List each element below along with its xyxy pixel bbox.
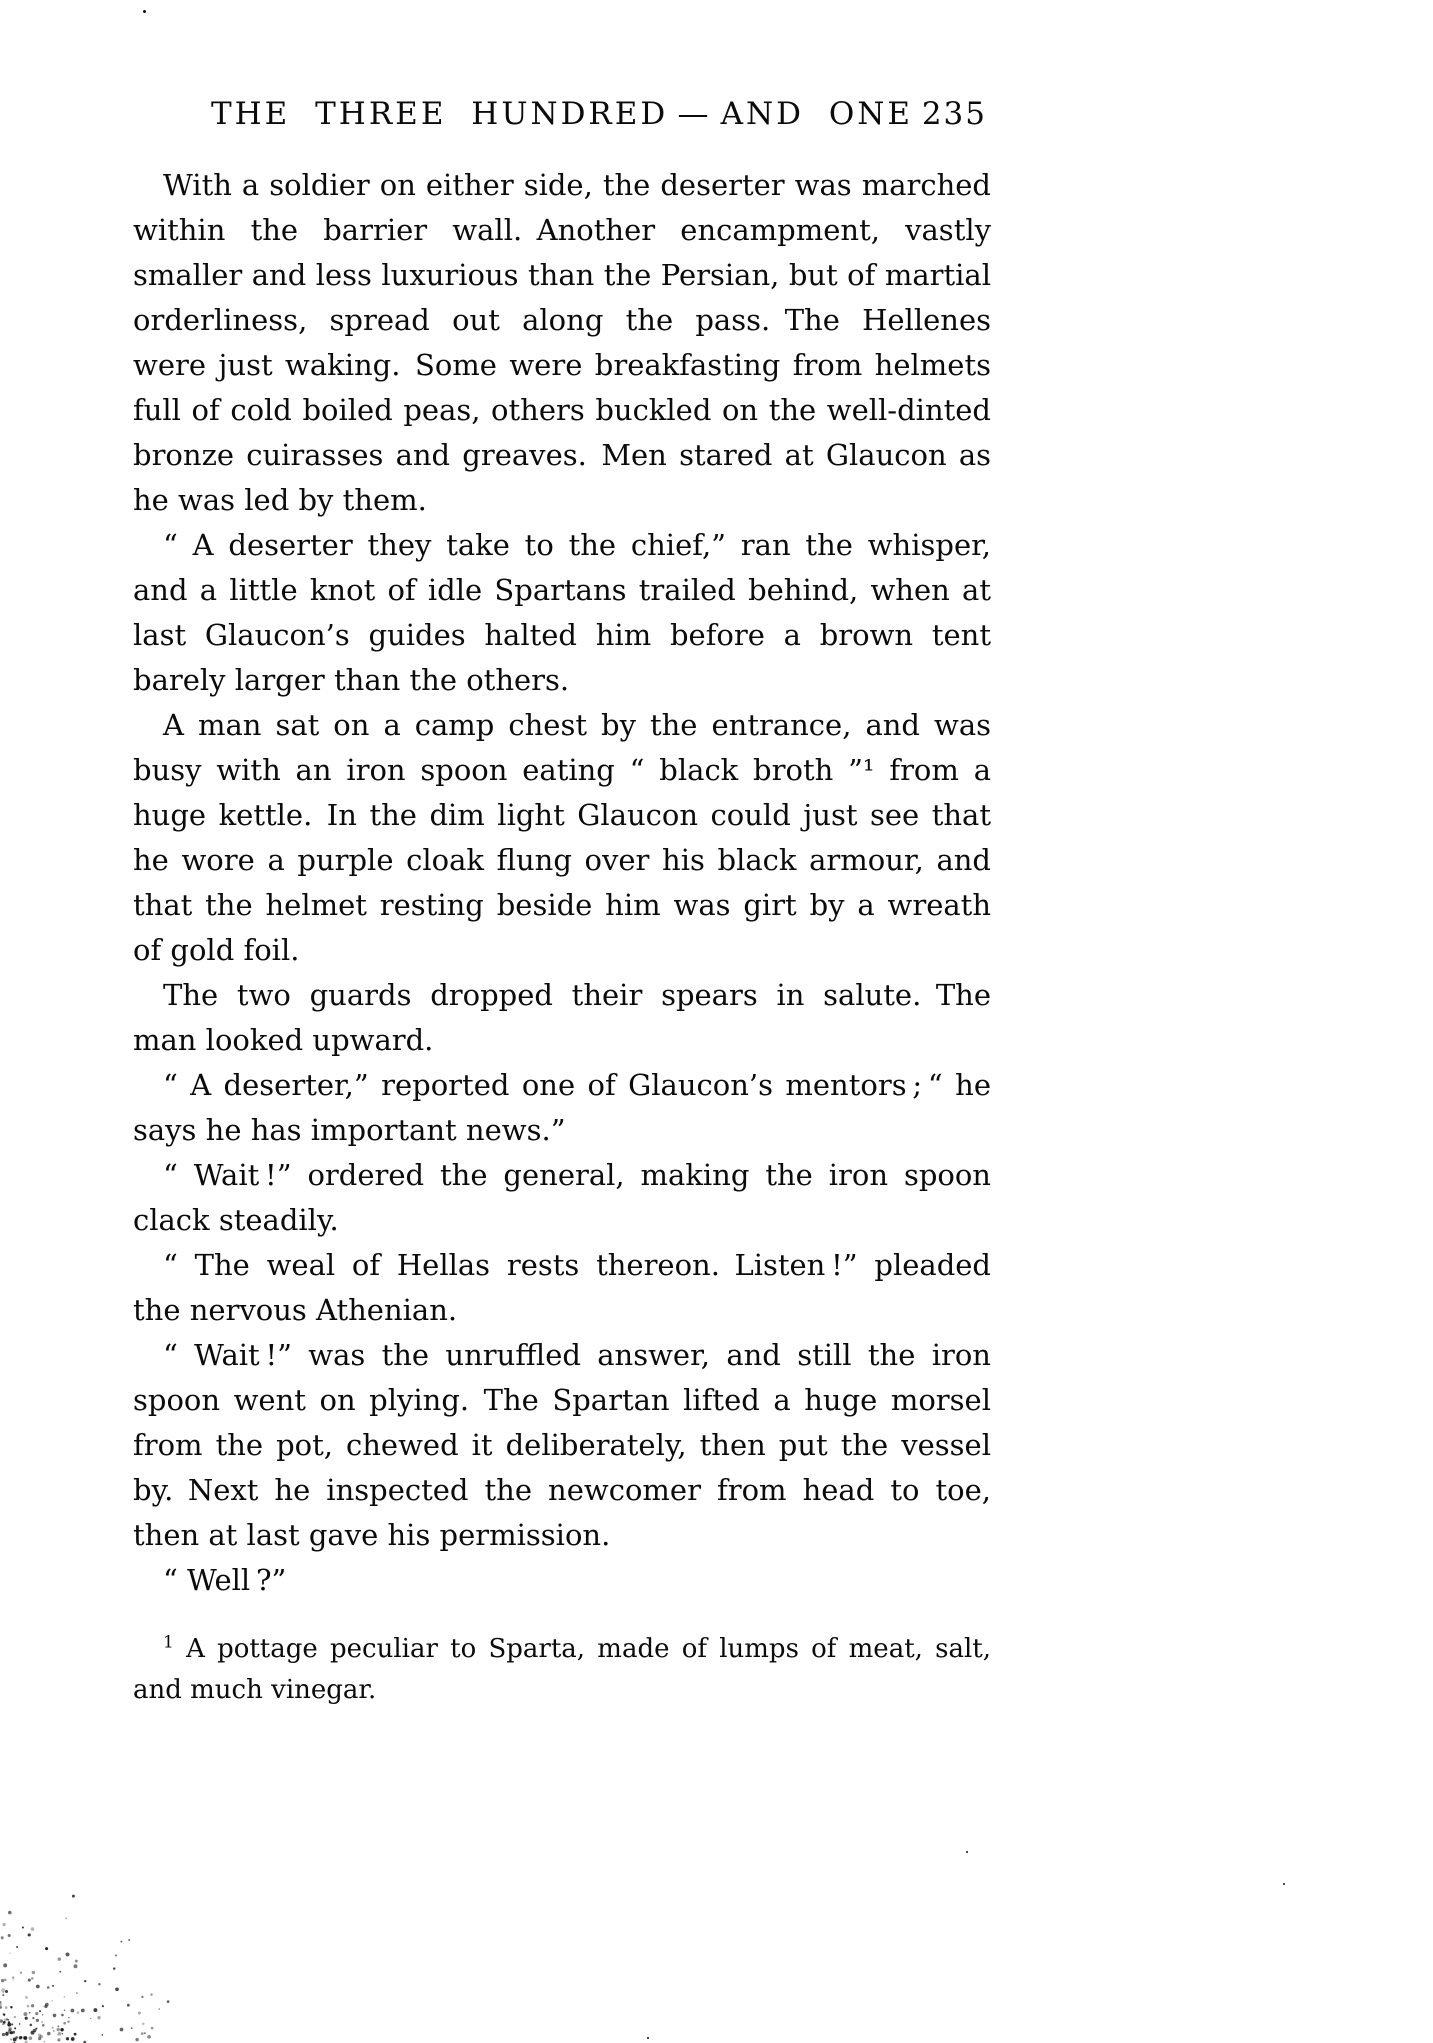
scan-speck — [143, 10, 146, 13]
scan-noise-patch — [0, 1883, 200, 2043]
paragraph: “ Wait !” was the unruffled answer, and still the iron spoon went on plying. The Spartan lifted a huge morsel from the pot, chewed it deliberately, then put the vessel by. Next he inspected the newcomer from head to toe, then at last gave his permission. — [133, 1338, 991, 1552]
paragraph: With a soldier on either side, the deserter was marched within the barrier wall. Another encampment, vastly smaller and less luxurious than the Persian, but of martial orderliness, spread out along the pass. The Hellenes were just waking. Some were breakfasting from helmets full of cold boiled peas, others buckled on the well-dinted bronze cuirasses and greaves. Men stared at Glaucon as he was led by them. — [133, 168, 991, 517]
footnote-text: A pottage peculiar to Sparta, made of lumps of meat, salt, and much vinegar. — [133, 1634, 992, 1705]
footnote — [133, 1629, 991, 1711]
scan-speck — [966, 1851, 968, 1853]
scan-speck — [1283, 1883, 1285, 1885]
paragraph: “ Well ?” — [163, 1563, 287, 1597]
paragraph: “ A deserter they take to the chief,” ran the whisper, and a little knot of idle Spartans trailed behind, when at last Glaucon’s guides halted him before a brown tent barely larger than the others. — [133, 528, 991, 697]
paragraph: “ The weal of Hellas rests thereon. Listen !” pleaded the nervous Athenian. — [133, 1248, 991, 1327]
page-number: 235 — [921, 96, 987, 132]
running-title: THE THREE HUNDRED — AND ONE — [210, 96, 914, 132]
paragraph: A man sat on a camp chest by the entrance, and was busy with an iron spoon eating “ black broth ”¹ from a huge kettle. In the dim light Glaucon could just see that he wore a purple cloak flung over his black armour, and that the helmet resting beside him was girt by a wreath of gold foil. — [133, 708, 991, 967]
paragraph-list — [133, 163, 991, 1603]
footnote-marker: 1 — [163, 1632, 174, 1653]
paragraph: “ A deserter,” reported one of Glaucon’s mentors ; “ he says he has important news.” — [133, 1068, 991, 1147]
body-text — [133, 163, 991, 1737]
page-header — [133, 96, 991, 140]
scan-speck — [647, 2037, 649, 2039]
paragraph: The two guards dropped their spears in salute. The man looked upward. — [133, 978, 991, 1057]
paragraph: “ Wait !” ordered the general, making the iron spoon clack steadily. — [133, 1158, 991, 1237]
